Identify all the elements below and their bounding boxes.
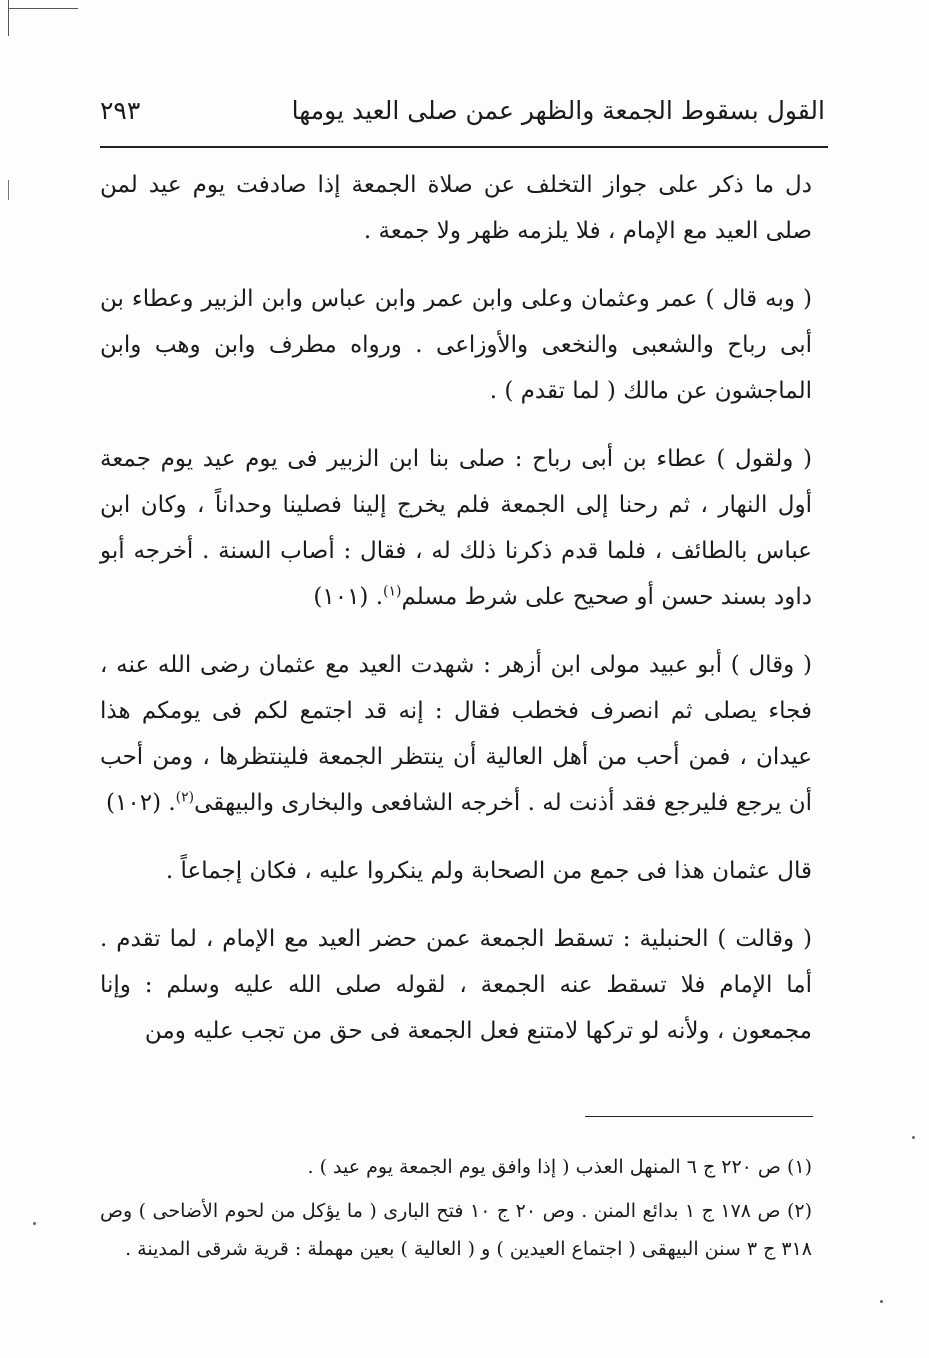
footnotes	[100, 1148, 812, 1274]
running-title: القول بسقوط الجمعة والظهر عمن صلى العيد يومها	[291, 96, 825, 125]
footnote-reference[interactable]: (٢)	[175, 789, 195, 806]
page-header	[100, 92, 825, 142]
page-edge-mark	[8, 0, 9, 36]
footnote	[100, 1192, 812, 1268]
paragraph-text: ( ولقول ) عطاء بن أبى رباح : صلى بنا ابن الزبير فى يوم عيد يوم جمعة أول النهار ، ثم رحنا إلى الجمعة فلم يخرج إلينا فصلينا وحداناً ، وكان ابن عباس بالطائف ، فلما قدم ذكرنا ذلك له ، فقال : أصاب السنة . أخرجه أبو داود بسند حسن أو صحيح على شرط مسلم	[100, 446, 812, 610]
footnote-text: (٢) ص ١٧٨ ج ١ بدائع المنن . وص ٢٠ ج ١٠ فتح البارى ( ما يؤكل من لحوم الأضاحى ) وص ٣١٨ ج ٣ سنن البيهقى ( اجتماع العيدين ) و ( العالية ) بعين مهملة : قرية شرقى المدينة .	[100, 1200, 813, 1260]
paragraph	[100, 276, 812, 414]
page-number: ٢٩٣	[100, 96, 141, 125]
print-speck	[880, 1300, 883, 1303]
paragraph-text: ( وقال ) أبو عبيد مولى ابن أزهر : شهدت العيد مع عثمان رضى الله عنه ، فجاء يصلى ثم انصرف فخطب فقال : إنه قد اجتمع لكم فى يومكم هذا عيدان ، فمن أحب من أهل العالية أن ينتظر الجمعة فلينتظرها ، ومن أحب أن يرجع فليرجع فقد أذنت له . أخرجه الشافعى والبخارى والبيهقى	[100, 652, 812, 816]
paragraph	[100, 436, 812, 620]
paragraph	[100, 642, 812, 826]
print-speck	[33, 1222, 36, 1225]
paragraph-text: دل ما ذكر على جواز التخلف عن صلاة الجمعة إذا صادفت يوم عيد لمن صلى العيد مع الإمام ، فلا يلزمه ظهر ولا جمعة .	[100, 172, 812, 244]
header-rule	[100, 146, 828, 148]
paragraph	[100, 848, 812, 894]
footnote	[100, 1148, 812, 1186]
paragraph-text: ( وبه قال ) عمر وعثمان وعلى وابن عمر وابن عباس وابن الزبير وعطاء بن أبى رباح والشعبى والنخعى والأوزاعى . ورواه مطرف وابن وهب وابن الماجشون عن مالك ( لما تقدم ) .	[100, 286, 812, 404]
paragraph-citation: . (١٠١)	[313, 584, 384, 610]
main-text	[100, 162, 812, 1076]
footnote-text: (١) ص ٢٢٠ ج ٦ المنهل العذب ( إذا وافق يوم الجمعة يوم عيد ) .	[307, 1156, 812, 1178]
page-edge-mark	[8, 8, 78, 9]
paragraph-text: ( وقالت ) الحنبلية : تسقط الجمعة عمن حضر العيد مع الإمام ، لما تقدم . أما الإمام فلا تسقط عنه الجمعة ، لقوله صلى الله عليه وسلم : وإنا مجمعون ، ولأنه لو تركها لامتنع فعل الجمعة فى حق من تجب عليه ومن	[100, 926, 812, 1044]
footnote-reference[interactable]: (١)	[383, 583, 402, 600]
footnote-rule	[585, 1116, 813, 1117]
paragraph	[100, 162, 812, 254]
print-speck	[912, 1136, 915, 1139]
paragraph-citation: . (١٠٢)	[106, 790, 176, 816]
paragraph-text: قال عثمان هذا فى جمع من الصحابة ولم ينكروا عليه ، فكان إجماعاً .	[165, 858, 812, 884]
paragraph	[100, 916, 812, 1054]
page-edge-mark	[8, 180, 9, 200]
